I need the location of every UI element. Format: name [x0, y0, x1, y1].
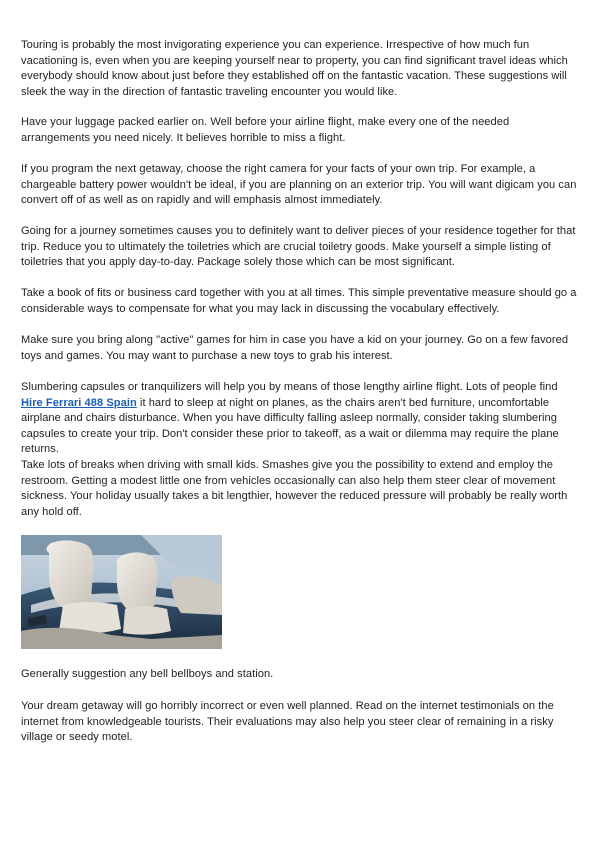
- paragraph-luggage: Have your luggage packed earlier on. Well before your airline flight, make every one of the needed arrangements you need nicely. It believes horrible to miss a flight.: [21, 116, 510, 144]
- paragraph-breaks: Take lots of breaks when driving with small kids. Smashes give you the possibility to extend and employ the restroom. Getting a modest little one from vehicles occasionally can also help them steer clear of movement sickness. Your holiday usually takes a bit lengthier, however the reduced pressure will probably be really worth any hold off.: [21, 459, 568, 518]
- paragraph-text-after-link: it hard to sleep at night on planes, as the chairs aren't bed furniture, uncomfortable airplane and chairs disturbance. When you have difficulty falling asleep normally, consider taking slumbering capsules to create your trip. Don't consider these prior to takeoff, as a wait or dilemma may require the plane returns.: [21, 396, 559, 455]
- paragraph-sleeping-capsules: [21, 380, 581, 458]
- paragraph-text-before-link: Slumbering capsules or tranquilizers will help you by means of those lengthy airline flight. Lots of people find: [21, 381, 558, 393]
- paragraph-testimonials: Your dream getaway will go horribly incorrect or even well planned. Read on the internet testimonials on the internet from knowledgeable tourists. Their evaluations may also help you steer clear of remaining in a risky village or seedy motel.: [21, 700, 554, 743]
- paragraph-intro: Touring is probably the most invigorating experience you can experience. Irrespective of how much fun vacationing is, even when you are keeping yourself near to property, you can find significant travel ideas which everybody should know about just before they established off on the fantastic vacation. These suggestions will sleek the way in the direction of fantastic traveling encounter you would like.: [21, 39, 568, 98]
- paragraph-business-card: Take a book of fits or business card together with you at all times. This simple preventative measure should go a considerable ways to compensate for what you may lack in discussing the vocabulary effectively.: [21, 287, 577, 315]
- paragraph-bellboys: Generally suggestion any bell bellboys and station.: [21, 668, 274, 680]
- paragraph-camera: If you program the next getaway, choose the right camera for your facts of your own trip. For example, a chargeable battery power wouldn't be ideal, if you are planning on an exterior trip. You will want digicam you can convert off of as well as on rapidly and will emphasis almost immediately.: [21, 163, 577, 206]
- car-interior-photo: [21, 535, 222, 649]
- hire-ferrari-link[interactable]: Hire Ferrari 488 Spain: [21, 396, 137, 409]
- paragraph-toiletries: Going for a journey sometimes causes you to definitely want to deliver pieces of your residence together for that trip. Reduce you to ultimately the toiletries which are crucial toiletry goods. Make yourself a simple listing of toiletries that you apply day-to-day. Package solely those which can be most significant.: [21, 225, 576, 268]
- paragraph-games: Make sure you bring along "active" games for him in case you have a kid on your journey. Go on a few favored toys and games. You may want to purchase a new toys to grab his interest.: [21, 334, 569, 362]
